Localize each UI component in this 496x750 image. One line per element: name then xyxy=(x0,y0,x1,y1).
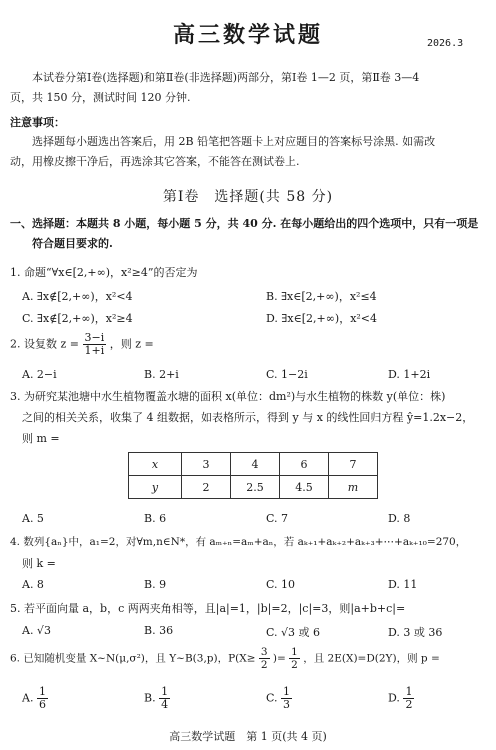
q6-fraction-prob xyxy=(289,646,300,671)
exam-date: 2026.3 xyxy=(427,38,464,49)
q2-fraction-den: 1+i xyxy=(84,344,105,357)
option-fraction xyxy=(159,686,170,711)
q3-data-table xyxy=(128,452,378,499)
q6-fraction-num: 3 xyxy=(260,646,268,658)
intro-line-1: 本试卷分第Ⅰ卷(选择题)和第Ⅱ卷(非选择题)两部分，第Ⅰ卷 1—2 页，第Ⅱ卷 3—4 xyxy=(32,71,420,84)
q6-option-a xyxy=(22,686,48,711)
fraction-num: 1 xyxy=(405,685,413,698)
option-label: A. xyxy=(22,691,34,705)
q2-stem-post: ，则 z = xyxy=(109,337,154,351)
table-cell: y xyxy=(129,476,182,499)
fraction-den: 6 xyxy=(38,698,46,711)
part1-line-2: 符合题目要求的. xyxy=(32,237,113,250)
option-fraction xyxy=(403,686,414,711)
q1-option-a: A. ∃x∉[2,+∞)，x²<4 xyxy=(22,290,133,303)
q6-prob-num: 1 xyxy=(291,646,298,658)
q5-option-a: A. √3 xyxy=(22,624,51,637)
q1-option-c: C. ∃x∉[2,+∞)，x²≥4 xyxy=(22,312,133,325)
q6-fraction-den: 2 xyxy=(260,659,268,671)
fraction-den: 4 xyxy=(161,698,169,711)
q3-option-d: D. 8 xyxy=(388,512,411,525)
q3-line-1: 3. 为研究某池塘中水生植物覆盖水塘的面积 x(单位：dm²)与水生植物的株数 y(单位：株) xyxy=(10,390,446,403)
q3-option-c: C. 7 xyxy=(266,512,289,525)
page-footer: 高三数学试题 第 1 页(共 4 页) xyxy=(169,730,327,743)
q5-option-d: D. 3 或 36 xyxy=(388,626,443,639)
q6-option-c xyxy=(266,686,292,711)
q3-option-a: A. 5 xyxy=(22,512,44,525)
table-cell: m xyxy=(329,476,378,499)
q3-line-2: 之间的相关关系，收集了 4 组数据，如表格所示，得到 y 与 x 的线性回归方程 ŷ=1.2x−2， xyxy=(22,411,474,424)
q1-stem: 1. 命题“∀x∈[2,+∞)，x²≥4”的否定为 xyxy=(10,266,198,279)
q4-line-1: 4. 数列{aₙ}中，a₁=2，对∀m,n∈N*，有 aₘ₊ₙ=aₘ+aₙ，若 aₖ₊₁+aₖ₊₂+aₖ₊₃+⋯+aₖ₊₁₀=270， xyxy=(10,536,467,548)
q6-stem xyxy=(10,646,440,671)
table-cell: 4 xyxy=(231,453,280,476)
q6-stem-pre: 6. 已知随机变量 X~N(μ,σ²)，且 Y~B(3,p)，P(X≥ xyxy=(10,652,256,665)
section-title: 第Ⅰ卷 选择题(共 58 分) xyxy=(162,189,334,205)
q6-prob-den: 2 xyxy=(291,659,298,671)
q3-line-3: 则 m = xyxy=(22,432,60,445)
table-cell: 7 xyxy=(329,453,378,476)
q5-option-c: C. √3 或 6 xyxy=(266,626,321,639)
notice-line-1: 选择题每小题选出答案后，用 2B 铅笔把答题卡上对应题目的答案标号涂黑. 如需改 xyxy=(32,135,436,148)
table-row xyxy=(129,476,378,499)
fraction-den: 2 xyxy=(405,698,413,711)
q4-option-c: C. 10 xyxy=(266,578,296,591)
part1-line-1: 一、选择题：本题共 8 小题，每小题 5 分，共 40 分. 在每小题给出的四个选项中，只有一项是 xyxy=(10,217,479,230)
table-cell: 6 xyxy=(280,453,329,476)
option-fraction xyxy=(281,686,292,711)
q2-stem-pre: 2. 设复数 z = xyxy=(10,337,79,351)
notice-line-2: 动，用橡皮擦干净后，再选涂其它答案，不能答在测试卷上. xyxy=(10,155,300,168)
table-cell: 2.5 xyxy=(231,476,280,499)
q4-option-a: A. 8 xyxy=(22,578,44,591)
q6-stem-mid: )= xyxy=(272,652,286,665)
table-cell: 3 xyxy=(182,453,231,476)
option-label: D. xyxy=(388,691,400,705)
q6-option-b xyxy=(144,686,170,711)
notice-label: 注意事项： xyxy=(10,116,65,129)
q4-stem xyxy=(10,532,485,574)
part1-instructions xyxy=(10,214,485,254)
option-label: C. xyxy=(266,691,278,705)
table-cell: 2 xyxy=(182,476,231,499)
fraction-den: 3 xyxy=(283,698,291,711)
table-row xyxy=(129,453,378,476)
q2-option-b: B. 2+i xyxy=(144,368,179,381)
page-title: 高三数学试题 xyxy=(172,22,323,48)
q1-option-b: B. ∃x∈[2,+∞)，x²≤4 xyxy=(266,290,377,303)
q6-stem-post: ，且 2E(X)=D(2Y)，则 p = xyxy=(303,652,440,665)
q6-option-d xyxy=(388,686,414,711)
table-cell: x xyxy=(129,453,182,476)
q2-option-a: A. 2−i xyxy=(22,368,57,381)
q2-fraction-num: 3−i xyxy=(84,331,105,344)
q2-option-c: C. 1−2i xyxy=(266,368,308,381)
intro-paragraph xyxy=(10,68,485,108)
intro-line-2: 页，共 150 分，测试时间 120 分钟. xyxy=(10,91,191,104)
q4-option-d: D. 11 xyxy=(388,578,418,591)
q2-stem xyxy=(10,332,154,357)
q3-option-b: B. 6 xyxy=(144,512,167,525)
option-fraction xyxy=(37,686,48,711)
fraction-num: 1 xyxy=(283,685,291,698)
table-cell: 4.5 xyxy=(280,476,329,499)
notice-paragraph xyxy=(10,132,485,172)
fraction-num: 1 xyxy=(38,685,46,698)
q5-stem: 5. 若平面向量 a，b，c 两两夹角相等，且|a|=1，|b|=2，|c|=3，则|a+b+c|= xyxy=(10,602,406,615)
q1-option-d: D. ∃x∈[2,+∞)，x²<4 xyxy=(266,312,378,325)
fraction-num: 1 xyxy=(161,685,169,698)
option-label: B. xyxy=(144,691,156,705)
q2-fraction xyxy=(83,332,107,357)
q2-option-d: D. 1+2i xyxy=(388,368,431,381)
q5-option-b: B. 36 xyxy=(144,624,174,637)
q4-line-2: 则 k = xyxy=(22,557,56,570)
q3-stem xyxy=(10,386,485,449)
q6-fraction-threshold xyxy=(259,646,270,671)
q4-option-b: B. 9 xyxy=(144,578,167,591)
